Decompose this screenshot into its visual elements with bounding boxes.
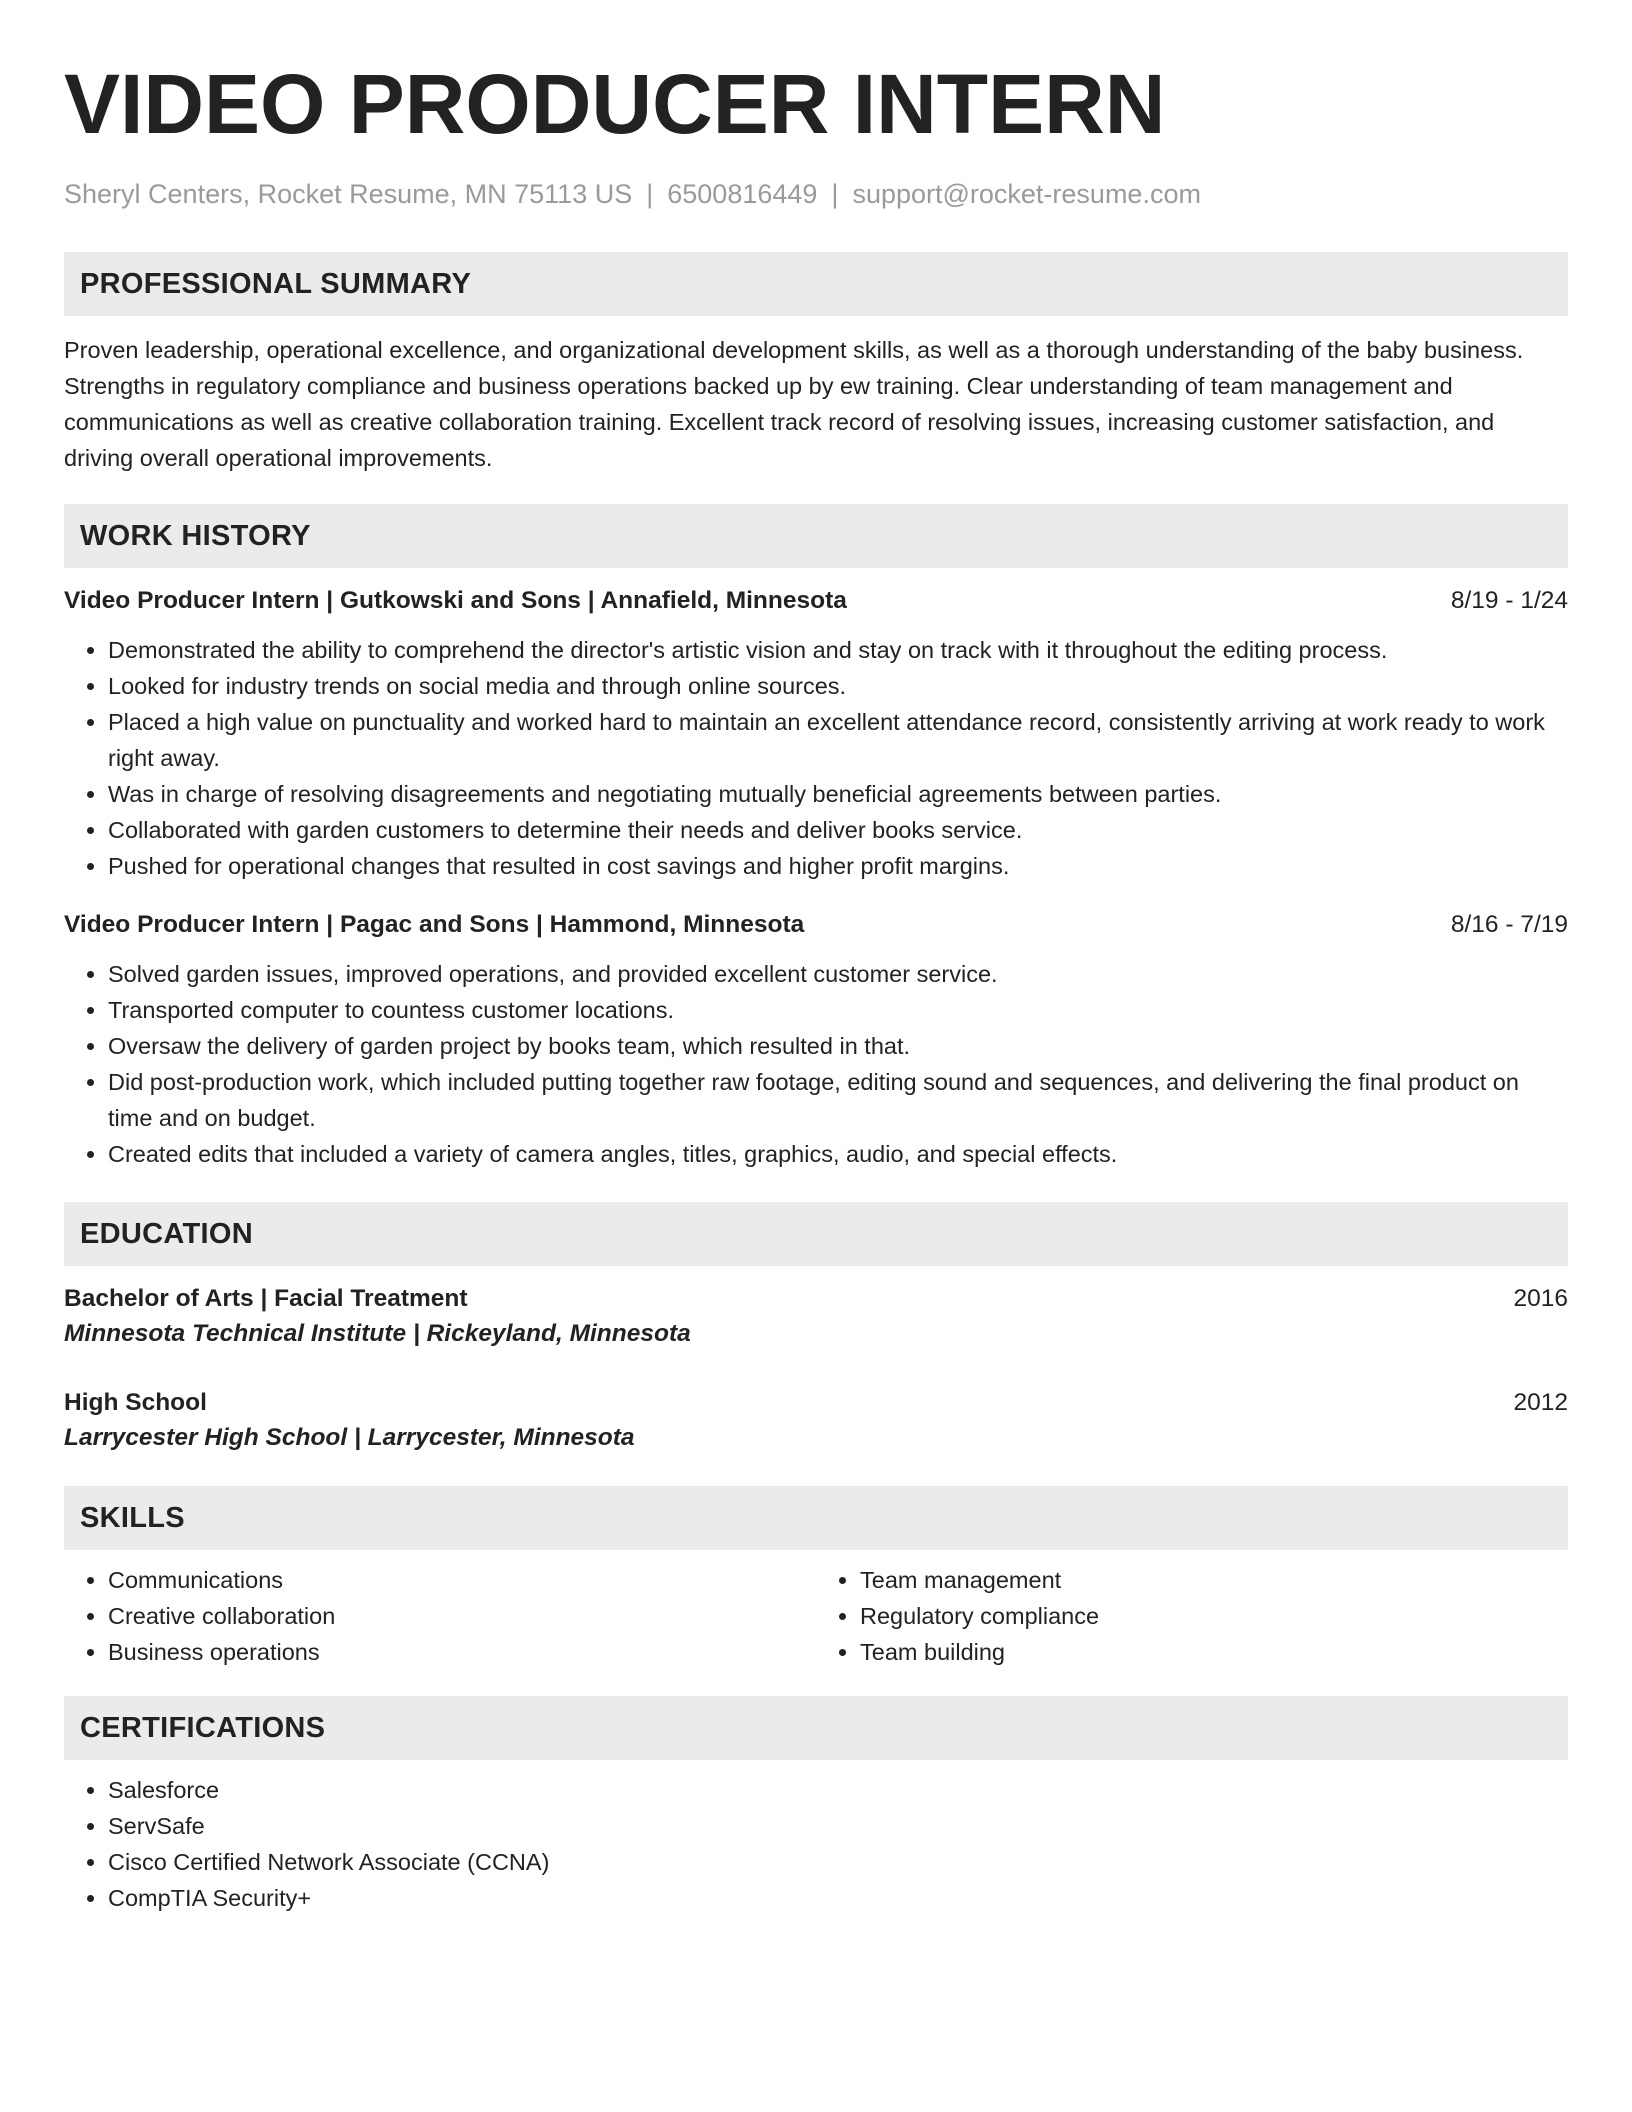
- skills-column-right: [816, 1562, 1568, 1670]
- job-entry: [64, 908, 1568, 1172]
- certification-item: • CompTIA Security+: [108, 1880, 1568, 1916]
- skill-item: • Team building: [860, 1634, 1568, 1670]
- education-entry: [64, 1386, 1568, 1456]
- contact-address: Sheryl Centers, Rocket Resume, MN 75113 US: [64, 179, 633, 209]
- education-entry: [64, 1282, 1568, 1352]
- contact-separator: |: [646, 179, 654, 209]
- skill-item: • Team management: [860, 1562, 1568, 1598]
- certifications-heading: CERTIFICATIONS: [64, 1696, 1568, 1760]
- skills-heading: SKILLS: [64, 1486, 1568, 1550]
- summary-text: Proven leadership, operational excellence, and organizational development skills, as well as a thorough understanding of the baby business. Strengths in regulatory compliance and business operations backed up by ew training. Clear understanding of team management and communications as well as creative collaboration training. Excellent track record of resolving issues, increasing customer satisfaction, and driving overall operational improvements.: [64, 337, 1524, 471]
- job-dates: 8/19 - 1/24: [1450, 587, 1568, 614]
- job-bullet: • Did post-production work, which included putting together raw footage, editing sound and sequences, and delivering the final product on time and on budget.: [108, 1064, 1568, 1136]
- job-bullet: • Pushed for operational changes that resulted in cost savings and higher profit margins.: [108, 848, 1568, 884]
- education-school: Larrycester High School | Larrycester, Minnesota: [64, 1424, 635, 1451]
- skills-column-left: [64, 1562, 816, 1670]
- education-degree: High School: [64, 1389, 207, 1416]
- resume-title: VIDEO PRODUCER INTERN: [64, 57, 1166, 151]
- education-year: 2016: [1513, 1285, 1568, 1312]
- job-title-line: Video Producer Intern | Gutkowski and Sons | Annafield, Minnesota: [64, 587, 847, 614]
- education-header: [64, 1282, 1568, 1316]
- certification-item: • Salesforce: [108, 1772, 1568, 1808]
- education-heading: EDUCATION: [64, 1202, 1568, 1266]
- education-degree: Bachelor of Arts | Facial Treatment: [64, 1285, 468, 1312]
- certifications-list: [64, 1772, 1568, 1916]
- contact-separator: |: [831, 179, 839, 209]
- skill-item: • Communications: [108, 1562, 816, 1598]
- work-history-heading: WORK HISTORY: [64, 504, 1568, 568]
- summary-heading: PROFESSIONAL SUMMARY: [64, 252, 1568, 316]
- job-bullet: • Was in charge of resolving disagreements and negotiating mutually beneficial agreements between parties.: [108, 776, 1568, 812]
- job-title-line: Video Producer Intern | Pagac and Sons | Hammond, Minnesota: [64, 911, 805, 938]
- job-dates: 8/16 - 7/19: [1450, 911, 1568, 938]
- education-school: Minnesota Technical Institute | Rickeyland, Minnesota: [64, 1320, 691, 1347]
- job-bullet: • Placed a high value on punctuality and worked hard to maintain an excellent attendance record, consistently arriving at work ready to work right away.: [108, 704, 1568, 776]
- skills-grid: [64, 1550, 1568, 1670]
- job-bullets: [64, 956, 1568, 1172]
- education-header: [64, 1386, 1568, 1420]
- education-year: 2012: [1513, 1389, 1568, 1416]
- job-bullet: • Transported computer to countess customer locations.: [108, 992, 1568, 1028]
- job-bullet: • Collaborated with garden customers to determine their needs and deliver books service.: [108, 812, 1568, 848]
- contact-line: [64, 176, 1568, 212]
- job-bullets: [64, 632, 1568, 884]
- job-bullet: • Solved garden issues, improved operations, and provided excellent customer service.: [108, 956, 1568, 992]
- job-bullet: • Created edits that included a variety of camera angles, titles, graphics, audio, and special effects.: [108, 1136, 1568, 1172]
- job-bullet: • Oversaw the delivery of garden project by books team, which resulted in that.: [108, 1028, 1568, 1064]
- skill-item: • Creative collaboration: [108, 1598, 816, 1634]
- job-bullet: • Demonstrated the ability to comprehend the director's artistic vision and stay on track with it throughout the editing process.: [108, 632, 1568, 668]
- job-entry: [64, 584, 1568, 884]
- certification-item: • Cisco Certified Network Associate (CCNA): [108, 1844, 1568, 1880]
- job-header: [64, 908, 1568, 942]
- contact-phone: 6500816449: [667, 179, 818, 209]
- contact-email: support@rocket-resume.com: [852, 179, 1201, 209]
- job-bullet: • Looked for industry trends on social media and through online sources.: [108, 668, 1568, 704]
- certification-item: • ServSafe: [108, 1808, 1568, 1844]
- job-header: [64, 584, 1568, 618]
- skill-item: • Regulatory compliance: [860, 1598, 1568, 1634]
- skill-item: • Business operations: [108, 1634, 816, 1670]
